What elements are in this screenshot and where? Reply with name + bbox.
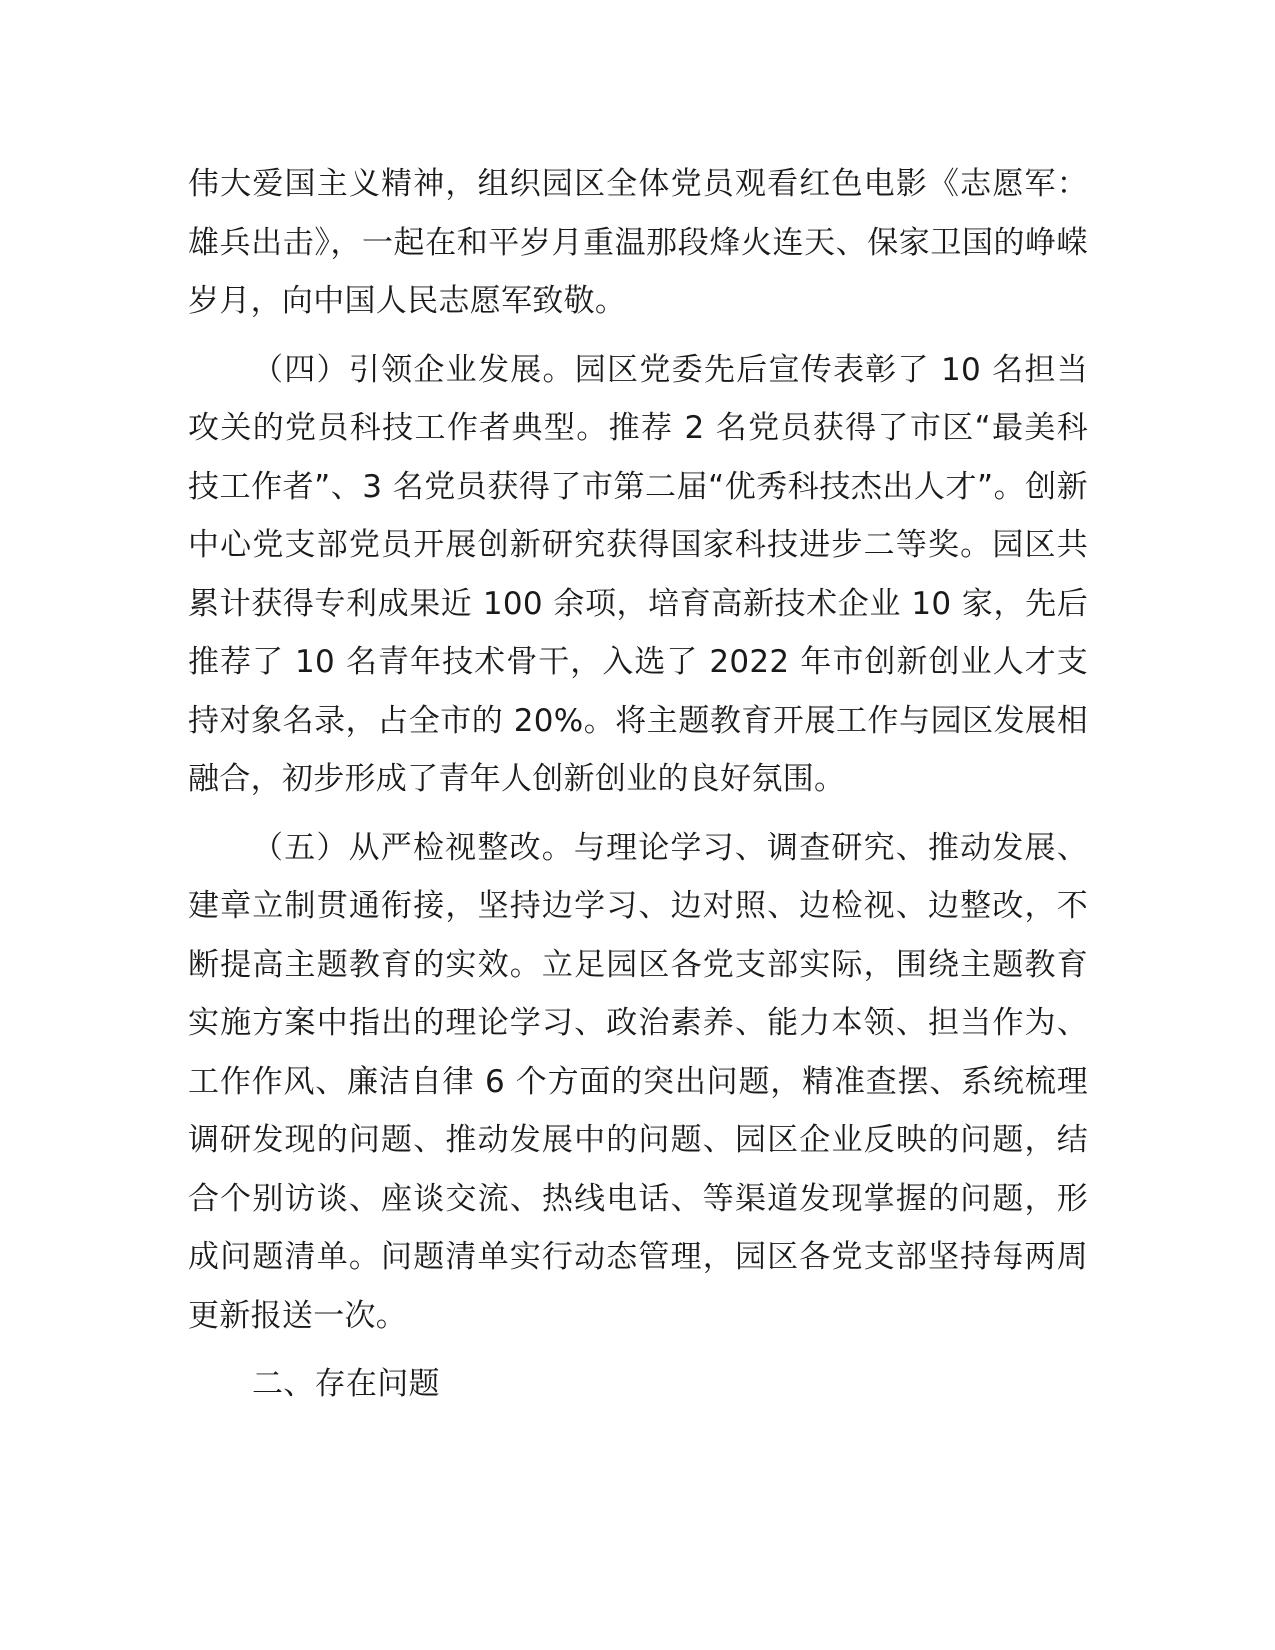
document-body — [188, 155, 1088, 1414]
paragraph-continuation: 伟大爱国主义精神，组织园区全体党员观看红色电影《志愿军：雄兵出击》，一起在和平岁月重温那段烽火连天、保家卫国的峥嵘岁月，向中国人民志愿军致敬。 — [188, 166, 1088, 319]
paragraph-section-5: （五）从严检视整改。与理论学习、调查研究、推动发展、建章立制贯通衔接，坚持边学习、边对照、边检视、边整改，不断提高主题教育的实效。立足园区各党支部实际，围绕主题教育实施方案中指出的理论学习、政治素养、能力本领、担当作为、工作作风、廉洁自律 6 个方面的突出问题，精准查摆、系统梳理调研发现的问题、推动发展中的问题、园区企业反映的问题，结合个别访谈、座谈交流、热线电话、等渠道发现掌握的问题，形成问题清单。问题清单实行动态管理，园区各党支部坚持每两周更新报送一次。 — [188, 829, 1088, 1334]
paragraph-section-4: （四）引领企业发展。园区党委先后宣传表彰了 10 名担当攻关的党员科技工作者典型。推荐 2 名党员获得了市区“最美科技工作者”、3 名党员获得了市第二届“优秀科技杰出人才”。创新中心党支部党员开展创新研究获得国家科技进步二等奖。园区共累计获得专利成果近 100 余项，培育高新技术企业 10 家，先后推荐了 10 名青年技术骨干，入选了 2022 年市创新创业人才支持对象名录，占全市的 20%。将主题教育开展工作与园区发展相融合，初步形成了青年人创新创业的良好氛围。 — [188, 351, 1088, 797]
section-heading-problems: 二、存在问题 — [252, 1366, 440, 1402]
